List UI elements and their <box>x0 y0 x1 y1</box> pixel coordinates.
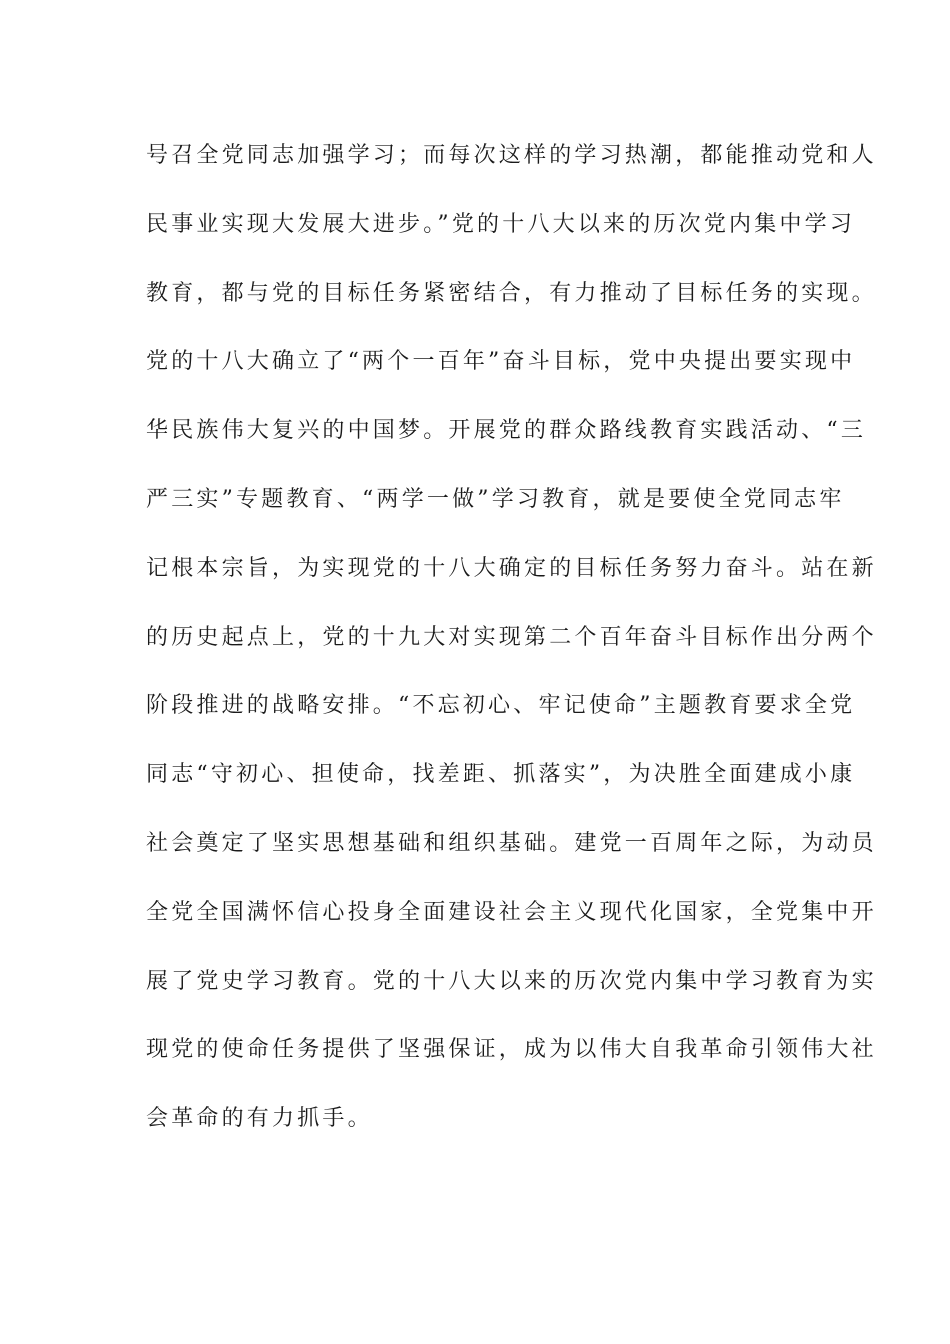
text-line: 严三实”专题教育、“两学一做”学习教育，就是要使全党同志牢 <box>146 486 845 512</box>
text-line: 全党全国满怀信心投身全面建设社会主义现代化国家，全党集中开 <box>146 899 877 925</box>
text-line: 党的十八大确立了“两个一百年”奋斗目标，党中央提出要实现中 <box>146 349 856 375</box>
text-line: 教育，都与党的目标任务紧密结合，有力推动了目标任务的实现。 <box>146 280 877 306</box>
text-line: 记根本宗旨，为实现党的十八大确定的目标任务努力奋斗。站在新 <box>146 555 877 581</box>
text-line: 华民族伟大复兴的中国梦。开展党的群众路线教育实践活动、“三 <box>146 418 867 444</box>
text-line: 现党的使命任务提供了坚强保证，成为以伟大自我革命引领伟大社 <box>146 1037 877 1063</box>
text-line: 民事业实现大发展大进步。”党的十八大以来的历次党内集中学习 <box>146 211 856 237</box>
text-line: 号召全党同志加强学习；而每次这样的学习热潮，都能推动党和人 <box>146 143 877 168</box>
text-line: 阶段推进的战略安排。“不忘初心、牢记使命”主题教育要求全党 <box>146 693 856 719</box>
text-line: 展了党史学习教育。党的十八大以来的历次党内集中学习教育为实 <box>146 968 877 994</box>
text-line: 社会奠定了坚实思想基础和组织基础。建党一百周年之际，为动员 <box>146 830 877 856</box>
text-line: 的历史起点上，党的十九大对实现第二个百年奋斗目标作出分两个 <box>146 624 877 650</box>
text-line: 同志“守初心、担使命，找差距、抓落实”，为决胜全面建成小康 <box>146 762 856 788</box>
text-line: 会革命的有力抓手。 <box>146 1106 373 1132</box>
body-text <box>146 133 877 1165</box>
